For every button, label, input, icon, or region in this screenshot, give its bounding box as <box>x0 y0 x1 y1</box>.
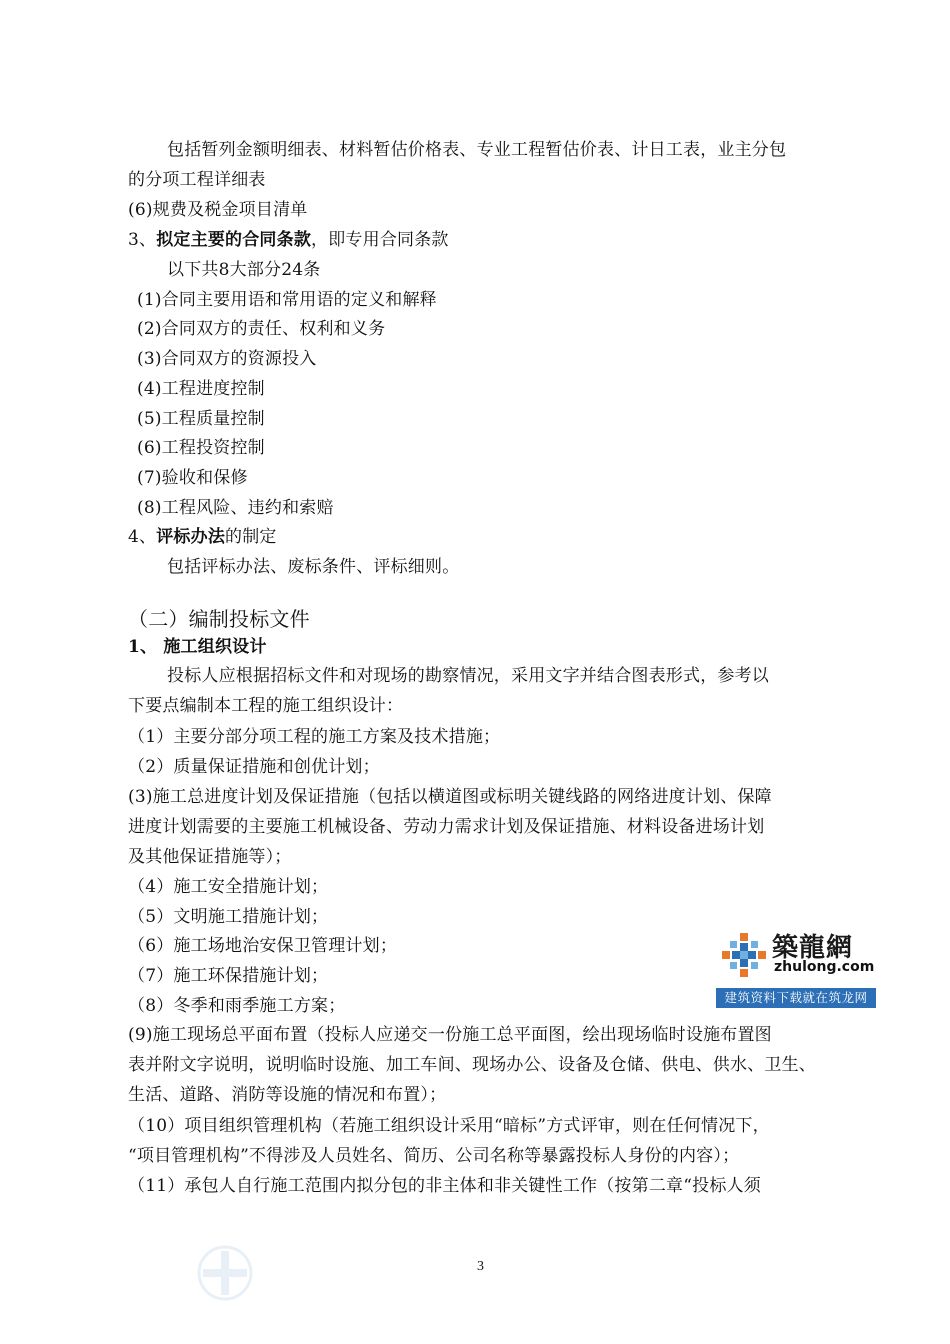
paragraph-line: 包括评标办法、废标条件、评标细则。 <box>167 557 460 577</box>
snowflake-logo-icon <box>720 931 768 979</box>
list-item: (2)合同双方的责任、权利和义务 <box>137 319 386 339</box>
list-item: (6)工程投资控制 <box>137 438 265 458</box>
logo-domain: zhulong.com <box>774 959 875 975</box>
section-title-bold: 拟定主要的合同条款 <box>156 230 312 250</box>
paragraph-line: 生活、道路、消防等设施的情况和布置）； <box>128 1085 447 1105</box>
zhulong-logo <box>716 925 876 1009</box>
list-item: (7)验收和保修 <box>137 468 248 488</box>
paragraph-line: 投标人应根据招标文件和对现场的勘察情况，采用文字并结合图表形式，参考以 <box>167 666 769 686</box>
section-title-rest: ，即专用合同条款 <box>311 230 449 250</box>
list-item: （6）施工场地治安保卫管理计划； <box>128 936 398 956</box>
list-item: （8）冬季和雨季施工方案； <box>128 996 346 1016</box>
list-item: (8)工程风险、违约和索赔 <box>137 498 334 518</box>
list-item: (3)施工总进度计划及保证措施（包括以横道图或标明关键线路的网络进度计划、保障 <box>128 787 772 807</box>
logo-slogan: 建筑资料下载就在筑龙网 <box>716 988 876 1008</box>
paragraph-line: “项目管理机构”不得涉及人员姓名、简历、公司名称等暴露投标人身份的内容）； <box>128 1146 740 1166</box>
chapter-heading: （二）编制投标文件 <box>128 607 310 631</box>
paragraph-line: 的分项工程详细表 <box>128 170 266 190</box>
paragraph-line: 以下共8大部分24条 <box>167 260 321 280</box>
list-item: (1)合同主要用语和常用语的定义和解释 <box>137 290 437 310</box>
logo-name: 築龍網 <box>772 933 854 963</box>
paragraph-line: 下要点编制本工程的施工组织设计： <box>128 696 404 716</box>
watermark-icon <box>195 1243 255 1303</box>
list-item: (5)工程质量控制 <box>137 409 265 429</box>
list-item: (9)施工现场总平面布置（投标人应递交一份施工总平面图，绘出现场临时设施布置图 <box>128 1025 772 1045</box>
paragraph-line: 进度计划需要的主要施工机械设备、劳动力需求计划及保证措施、材料设备进场计划 <box>128 817 765 837</box>
list-item: （1）主要分部分项工程的施工方案及技术措施； <box>128 727 501 747</box>
list-item: （4）施工安全措施计划； <box>128 877 329 897</box>
list-item: （2）质量保证措施和创优计划； <box>128 757 380 777</box>
list-item: （7）施工环保措施计划； <box>128 966 329 986</box>
section-number: 4、 <box>128 527 157 547</box>
paragraph-line: 包括暂列金额明细表、材料暂估价格表、专业工程暂估价表、计日工表，业主分包 <box>167 140 787 160</box>
list-item: （10）项目组织管理机构（若施工组织设计采用“暗标”方式评审，则在任何情况下， <box>128 1116 770 1136</box>
list-item: （11）承包人自行施工范围内拟分包的非主体和非关键性工作（按第二章“投标人须 <box>128 1176 761 1196</box>
paragraph-line: 表并附文字说明，说明临时设施、加工车间、现场办公、设备及仓储、供电、供水、卫生、 <box>128 1055 816 1075</box>
section-title-rest: 的制定 <box>225 527 277 547</box>
list-item: (6)规费及税金项目清单 <box>128 200 308 220</box>
section-heading: 1、 施工组织设计 <box>128 637 267 657</box>
page-number: 3 <box>477 1259 484 1274</box>
section-heading <box>128 229 449 251</box>
list-item: （5）文明施工措施计划； <box>128 907 329 927</box>
list-item: (3)合同双方的资源投入 <box>137 349 317 369</box>
section-number: 3、 <box>128 230 157 250</box>
section-heading <box>128 526 277 548</box>
section-title-bold: 评标办法 <box>156 527 226 547</box>
list-item: (4)工程进度控制 <box>137 379 265 399</box>
paragraph-line: 及其他保证措施等）； <box>128 847 292 867</box>
